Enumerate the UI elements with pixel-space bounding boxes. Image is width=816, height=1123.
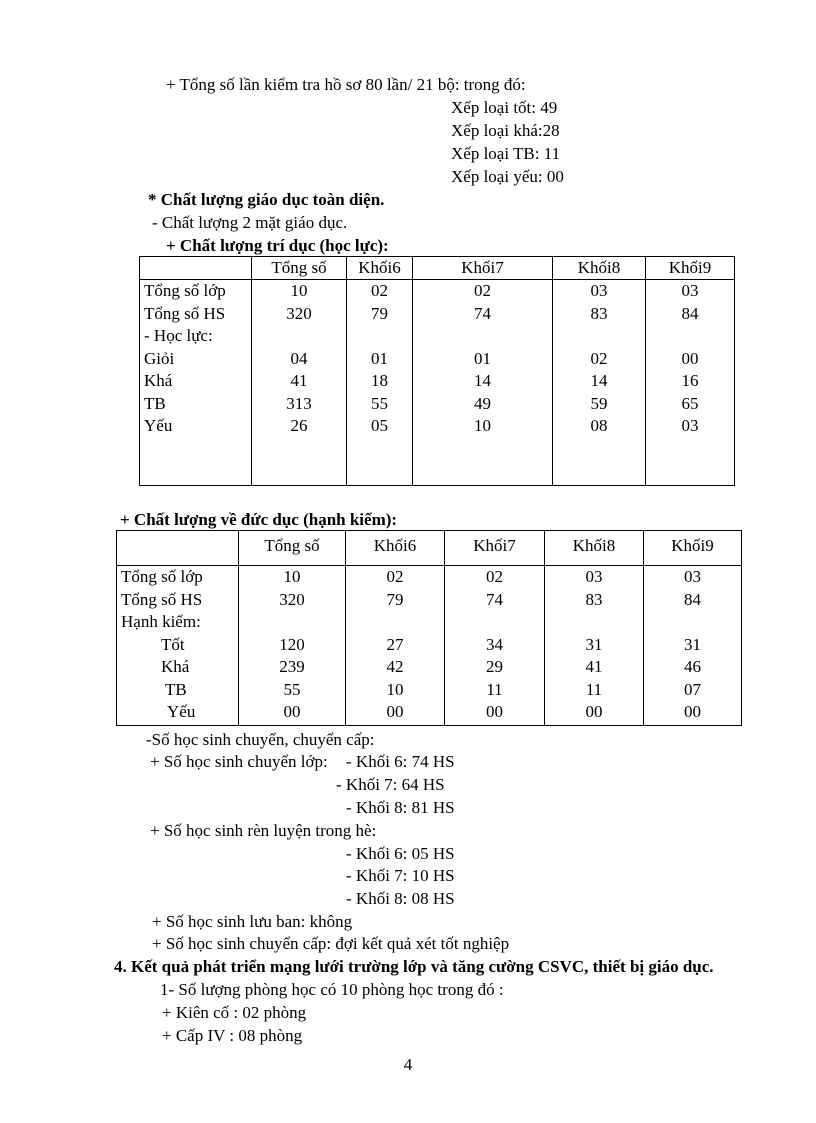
header-cell: Tổng số [239,531,346,566]
table-cell: 239 [279,657,305,676]
table-cell: 74 [486,589,503,609]
row-label: Tổng số lớp [121,567,203,586]
table-cell: 313 [286,393,312,413]
table-cell: 10 [283,567,301,586]
section4-heading: 4. Kết quả phát triển mạng lưới trường lớp và tăng cường CSVC, thiết bị giáo dục. [114,957,714,976]
row-label: Khá [144,371,173,390]
table-cell: 31 [684,634,701,654]
academic-table-body [140,280,735,486]
summer-grade6: - Khối 6: 05 HS [346,844,455,863]
table-cell: 08 [590,416,608,435]
row-label: Tổng số HS [121,589,203,609]
table-cell: 03 [681,281,699,300]
table-cell: 41 [290,371,308,390]
table-cell: 34 [486,634,503,654]
table-cell [553,325,645,348]
table-cell: 07 [684,679,701,699]
academic-table-header [140,257,735,280]
table-cell: 74 [474,303,491,323]
rooms-level4: + Cấp IV : 08 phòng [162,1026,303,1045]
table-cell: 55 [283,679,301,699]
table-cell: 320 [286,303,312,323]
table-cell [646,325,734,348]
promote-label: + Số học sinh chuyển lớp: [150,752,328,771]
table-cell [252,325,346,348]
conduct-heading: + Chất lượng về đức dục (hạnh kiểm): [120,510,398,529]
page-number: 4 [403,1055,413,1074]
academic-table [139,256,735,486]
table-cell [346,611,444,634]
table-cell: 03 [590,281,608,300]
table-cell: 120 [279,634,305,654]
row-labels [117,566,239,726]
table-cell: 05 [371,416,388,435]
quality-heading: * Chất lượng giáo dục toàn diện. [148,190,385,209]
conduct-table-body [117,566,742,726]
table-cell: 14 [474,371,491,390]
table-cell: 11 [486,679,503,699]
table-cell: 02 [590,348,608,368]
table-cell: 03 [684,567,701,586]
col-grade6 [346,566,445,726]
table-cell: 10 [290,281,308,300]
table-cell: 46 [684,657,701,676]
header-cell: Tổng số [252,257,347,280]
table-cell: 00 [681,348,699,368]
retained-line: + Số học sinh lưu ban: không [152,912,353,931]
graduation-line: + Số học sinh chuyển cấp: đợi kết quả xét tốt nghiệp [152,934,510,953]
header-cell: Khối9 [644,531,742,566]
table-cell: 02 [474,281,491,300]
col-grade9 [644,566,742,726]
row-label: TB [165,679,187,699]
rating-weak: Xếp loại yếu: 00 [451,167,564,186]
table-cell: 41 [585,657,603,676]
row-label: Giỏi [144,348,175,368]
table-cell: 00 [486,702,503,721]
table-cell: 03 [681,416,699,435]
table-cell: 84 [684,589,701,609]
row-label: Tốt [161,634,185,654]
table-cell: 00 [684,702,701,721]
summer-grade7: - Khối 7: 10 HS [346,866,455,885]
row-label: Yếu [167,702,196,721]
summer-grade8: - Khối 8: 08 HS [346,889,455,908]
table-cell: 02 [386,567,404,586]
header-cell: Khối8 [553,257,646,280]
academic-heading: + Chất lượng trí dục (học lực): [166,236,389,255]
inspection-summary: + Tổng số lần kiểm tra hồ sơ 80 lần/ 21 bộ: trong đó: [166,75,526,94]
conduct-table [116,530,742,726]
col-total [239,566,346,726]
table-cell: 79 [371,303,388,323]
table-cell: 16 [681,371,699,390]
table-cell: 00 [585,702,603,721]
row-label: - Học lực: [144,326,213,345]
table-cell: 42 [386,657,404,676]
table-cell: 320 [279,589,305,609]
table-cell: 59 [590,393,608,413]
rating-fair: Xếp loại khá:28 [451,121,560,140]
header-cell: Khối7 [413,257,553,280]
table-cell: 10 [386,679,404,699]
row-label: Yếu [144,416,173,435]
table-cell: 83 [585,589,603,609]
table-cell: 03 [585,567,603,586]
row-label: Khá [161,657,190,676]
col-grade6 [347,280,413,486]
promote-grade7: - Khối 7: 64 HS [336,775,445,794]
col-grade9 [646,280,735,486]
header-cell [117,531,239,566]
table-cell: 26 [290,416,308,435]
table-cell: 83 [590,303,608,323]
table-cell: 10 [474,416,491,435]
table-cell: 14 [590,371,608,390]
table-cell: 31 [585,634,603,654]
row-label: Hạnh kiểm: [121,612,201,631]
table-cell: 49 [474,393,491,413]
table-cell: 11 [585,679,603,699]
table-cell [545,611,643,634]
col-grade7 [413,280,553,486]
header-cell: Khối6 [347,257,413,280]
rooms-solid: + Kiên cố : 02 phòng [162,1003,307,1022]
row-label: TB [144,393,166,413]
col-grade7 [445,566,545,726]
row-label: Tổng số lớp [144,281,226,300]
table-cell [347,325,412,348]
table-cell: 27 [386,634,404,654]
row-label: Tổng số HS [144,303,226,323]
conduct-table-header [117,531,742,566]
row-labels [140,280,252,486]
rooms-count: 1- Số lượng phòng học có 10 phòng học trong đó : [160,980,504,999]
table-cell [445,611,544,634]
header-cell [140,257,252,280]
rating-good: Xếp loại tốt: 49 [451,98,558,117]
table-cell: 01 [371,348,388,368]
table-cell [413,325,552,348]
table-cell: 00 [386,702,404,721]
header-cell: Khối9 [646,257,735,280]
table-cell [239,611,345,634]
col-grade8 [545,566,644,726]
col-grade8 [553,280,646,486]
table-cell: 02 [371,281,388,300]
table-cell: 18 [371,371,388,390]
table-cell: 79 [386,589,404,609]
header-cell: Khối6 [346,531,445,566]
promote-grade8: - Khối 8: 81 HS [346,798,455,817]
table-cell: 84 [681,303,699,323]
table-cell: 00 [283,702,301,721]
summer-label: + Số học sinh rèn luyện trong hè: [150,821,377,840]
header-cell: Khối8 [545,531,644,566]
rating-average: Xếp loại TB: 11 [451,144,561,163]
table-cell: 01 [474,348,491,368]
table-cell: 04 [290,348,308,368]
promote-grade6: - Khối 6: 74 HS [346,752,455,771]
table-cell: 65 [681,393,699,413]
table-cell: 02 [486,567,503,586]
table-cell [644,611,741,634]
header-cell: Khối7 [445,531,545,566]
table-cell: 29 [486,657,503,676]
col-total [252,280,347,486]
quality-sub: - Chất lượng 2 mặt giáo dục. [152,213,348,232]
table-cell: 55 [371,393,388,413]
transfer-heading: -Số học sinh chuyển, chuyển cấp: [146,730,375,749]
